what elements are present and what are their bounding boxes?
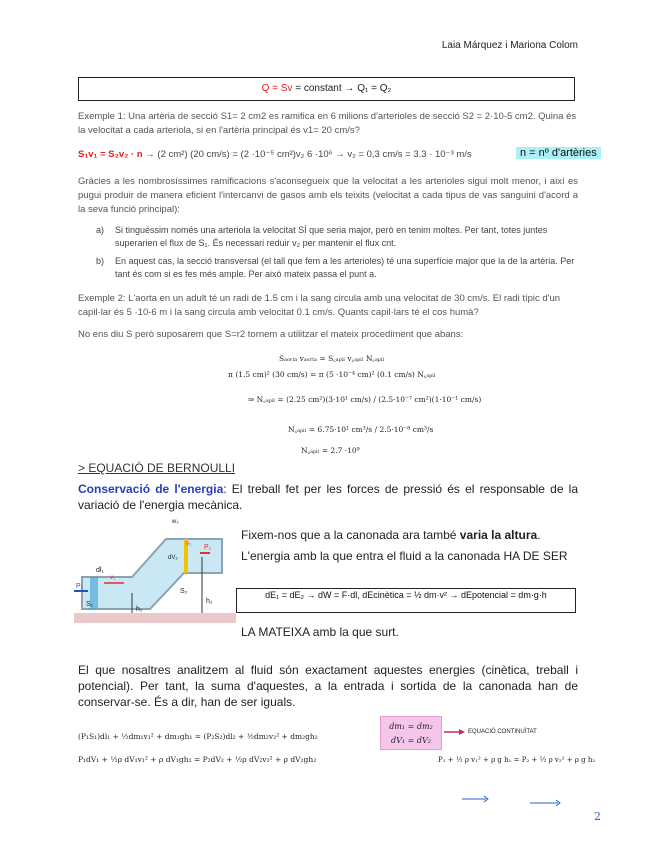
side-text-height (241, 527, 541, 543)
formula-left: Q = Sv (261, 83, 293, 94)
continuity-pink-box (380, 716, 442, 750)
side-text-height-plain: Fixem-nos que a la canonada ara també (241, 528, 460, 542)
formula-work-energy: (P₁S₁)dl₁ + ½dm₁v₁² + dm₁gh₁ = (P₂S₂)dl₂ + ½dm₂v₂² + dm₂gh₂ (78, 732, 318, 741)
formula-final: P₁ + ½ ρ v₁² + ρ g h₁ = P₂ + ½ ρ v₂² + ρ g h₂ (438, 756, 596, 764)
calc-line-2: π (1.5 cm)² (30 cm/s) = π (5 ·10⁻⁴ cm)² (0.1 cm/s) N꜀ₐₚᵢₗ (228, 370, 436, 379)
side-text-same: LA MATEIXA amb la que surt. (241, 625, 399, 639)
example-1-text: Exemple 1: Una artèria de secció S1= 2 cm2 es ramifica en 6 milions d'arterioles de secció S2 = 2·10-5 cm2. Quina és la velocitat a cada arteriola, si en l'artèria principal és v1= 20 cm/s? (78, 111, 577, 136)
list-marker-b: b) (96, 256, 105, 266)
example-1-eq-rest: → (2 cm²) (20 cm/s) = (2 ·10⁻⁵ cm²)v₂ 6 ·10⁶ → v₂ = 0,3 cm/s = 3.3 · 10⁻³ m/s (142, 149, 472, 160)
calc-line-3: ⇒ N꜀ₐₚᵢₗ = (2.25 cm²)(3·10¹ cm/s) / (2.5·10⁻⁷ cm²)(1·10⁻¹ cm/s) (248, 395, 482, 404)
energy-conservation-text: : El treball fet per les forces de pressió és el responsable de la variació de l'energia mecànica. (78, 482, 579, 512)
diagram-label-s1: S₁ (86, 601, 94, 608)
diagram-label-h2: h₂ (206, 598, 213, 605)
page-header-authors: Laia Márquez i Mariona Colom (441, 40, 578, 51)
ground-strip (74, 613, 236, 623)
formula-middle: = constant → (292, 83, 358, 94)
continuity-label: EQUACIÓ CONTINUÏTAT (468, 729, 537, 735)
diagram-label-v1: v₁ (110, 575, 116, 581)
example-1-equation (78, 149, 472, 160)
diagram-label-p1: P₁ (76, 583, 84, 590)
diagram-label-dl1: dl₁ (96, 567, 104, 574)
pink-line-2: dV₁ = dV₂ (391, 736, 431, 745)
list-item-b: En aquest cas, la secció transversal (el tall que fem a les arterioles) té una superfície major que la de la artèria. Per tant és com si es fes més ample. Per això mateix passa el punt a. (115, 256, 575, 279)
calc-line-1: Sₐₒᵣₜₐ vₐₒᵣₜₐ = S꜀ₐₚᵢₗ v꜀ₐₚᵢₗ N꜀ₐₚᵢₗ (279, 354, 385, 363)
diagram-label-p2: P₂ (204, 544, 212, 551)
side-text-height-bold: varia la altura (459, 528, 538, 542)
calc-line-4: N꜀ₐₚᵢₗ = 6.75·10¹ cm³/s / 2.5·10⁻⁸ cm³/s (288, 425, 434, 434)
highlight-n-arteries: n = nº d'artèries (516, 147, 601, 159)
pink-line-1: dm₁ = dm₂ (389, 722, 433, 731)
diagram-label-s2: S₂ (180, 588, 188, 595)
bernoulli-lead (78, 481, 578, 513)
continuity-arrow-icon (444, 728, 466, 736)
bernoulli-pipe-diagram (74, 515, 236, 625)
side-text-energy: L'energia amb la que entra el fluid a la canonada HA DE SER (241, 549, 568, 563)
diagram-label-v2: v₂ (186, 541, 192, 547)
page-number: 2 (594, 810, 601, 823)
diagram-label-w2: w₂ (172, 519, 179, 525)
energy-conservation-label: Conservació de l'energia (78, 482, 224, 496)
example-2-note: No ens diu S però suposarem que S=r2 tornem a utilitzar el mateix procediment que abans: (78, 329, 464, 340)
energy-equation-box: dE₁ = dE₂ → dW = F·dl, dEcinètica = ½ dm·v² → dEpotencial = dm·g·h (236, 588, 576, 613)
pipe-body (82, 539, 222, 609)
continuity-formula-box (78, 77, 575, 101)
diagram-label-h1: h₁ (136, 606, 143, 613)
example-2-text: Exemple 2: L'aorta en un adult té un radi de 1.5 cm i la sang circula amb una velocitat de 30 cm/s. El radi típic d'un capil·lar és 5 ·10-6 m i la sang circula amb velocitat 0.1 cm/s. Quants capil·lars té el cos humà? (78, 293, 561, 318)
formula-volume-form: P₁dV₁ + ½ρ dV₁v₁² + ρ dV₁gh₁ = P₂dV₂ + ½ρ dV₂v₂² + ρ dV₂gh₂ (78, 755, 317, 764)
bernoulli-heading: > EQUACIÓ DE BERNOULLI (78, 461, 236, 475)
list-marker-a: a) (96, 225, 105, 235)
bernoulli-paragraph: El que nosaltres analitzem al fluid són exactament aquestes energies (cinètica, treball i potencial). Per tant, la suma d'aquestes, a la entrada i sortida de la canonada han de conservar-se. És a dir, han de ser iguals. (78, 663, 578, 709)
calc-line-5: N꜀ₐₚᵢₗ = 2.7 ·10⁹ (301, 446, 360, 455)
paragraph-ramifications: Gràcies a les nombrosíssimes ramificacions s'aconsegueix que la velocitat a les arterioles sigui molt menor, i així es pugui produir de manera eficient l'intercanvi de gasos amb els teixits (velocitat a cada tipus de vas sanguini d'acord a la seva funció principal): (78, 176, 578, 215)
annotation-arrows (460, 794, 570, 808)
side-text-height-end: . (537, 528, 541, 542)
list-item-a: Si tinguéssim només una arteriola la velocitat SÍ que seria major, però en tenim moltes. Per tant, totes juntes superarien el flux de S₁. És necessari reduir v₂ per mantenir el flux cnt. (115, 225, 548, 248)
example-1-eq-red: S₁v₁ = S₂v₂ · n (78, 149, 143, 160)
formula-right: Q₁ = Q₂ (357, 83, 392, 94)
diagram-label-dv2: dV₂ (168, 555, 178, 561)
